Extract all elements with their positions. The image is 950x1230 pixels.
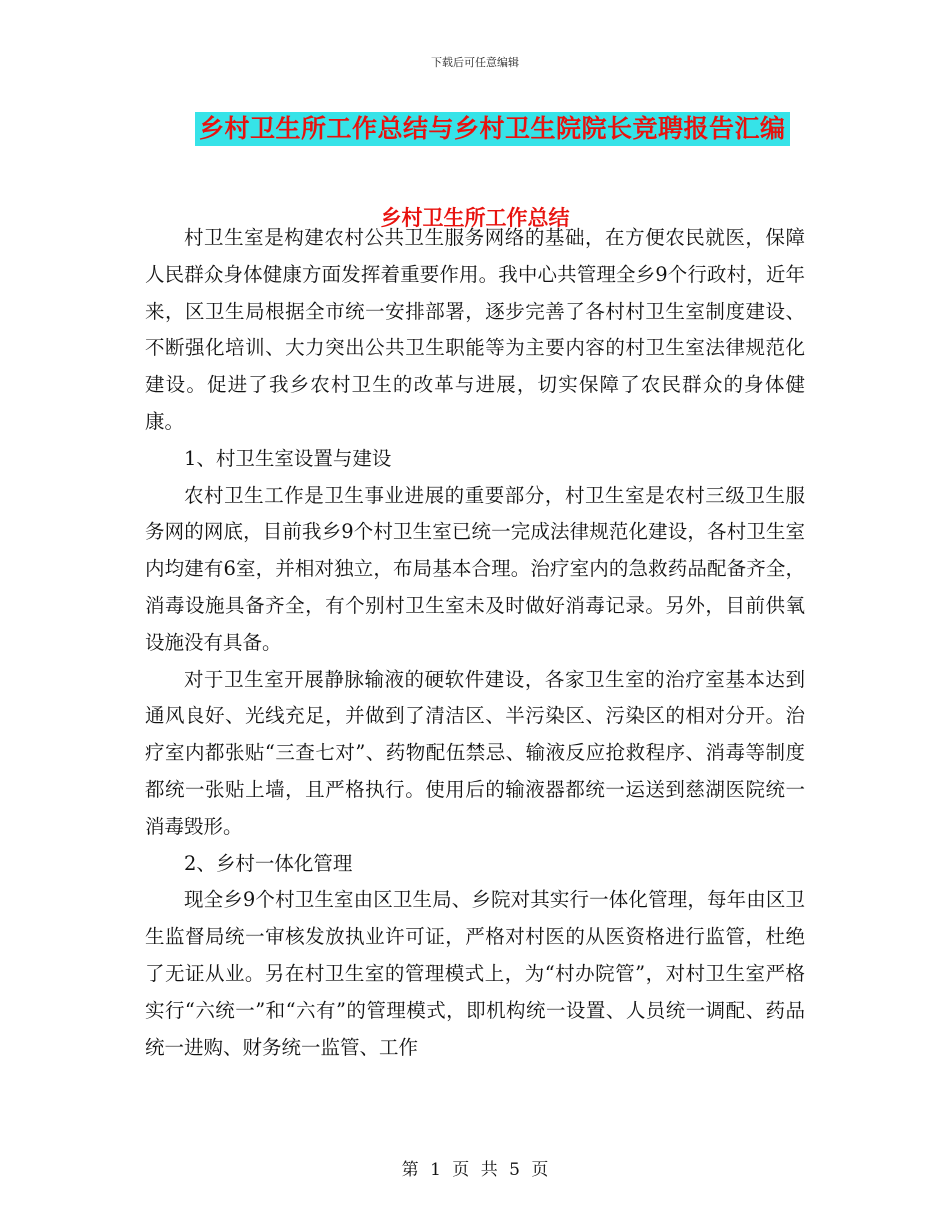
section-title: 乡村卫生所工作总结 xyxy=(380,206,570,230)
paragraph: 农村卫生工作是卫生事业进展的重要部分，村卫生室是农村三级卫生服务网的网底，目前我乡9个村卫生室已统一完成法律规范化建设，各村卫生室内均建有6室，并相对独立，布局基本合理。治疗室内的急救药品配备齐全，消毒设施具备齐全，有个别村卫生室未及时做好消毒记录。另外，目前供氧设施没有具备。 xyxy=(145,483,805,654)
paragraph: 对于卫生室开展静脉输液的硬软件建设，各家卫生室的治疗室基本达到通风良好、光线充足，并做到了清洁区、半污染区、污染区的相对分开。治疗室内都张贴“三查七对”、药物配伍禁忌、输液反应抢救程序、消毒等制度都统一张贴上墙，且严格执行。使用后的输液器都统一运送到慈湖医院统一消毒毁形。 xyxy=(145,667,805,838)
page-number: 第 1 页 共 5 页 xyxy=(401,1160,549,1180)
subheading: 2、乡村一体化管理 xyxy=(184,851,353,875)
paragraph: 现全乡9个村卫生室由区卫生局、乡院对其实行一体化管理，每年由区卫生监督局统一审核发放执业许可证，严格对村医的从医资格进行监管，杜绝了无证从业。另在村卫生室的管理模式上，为“村办院管”，对村卫生室严格实行“六统一”和“六有”的管理模式，即机构统一设置、人员统一调配、药品统一进购、财务统一监管、工作 xyxy=(145,888,805,1059)
subheading: 1、村卫生室设置与建设 xyxy=(184,446,392,470)
paragraph: 村卫生室是构建农村公共卫生服务网络的基础，在方便农民就医，保障人民群众身体健康方面发挥着重要作用。我中心共管理全乡9个行政村，近年来，区卫生局根据全市统一安排部署，逐步完善了各村村卫生室制度建设、不断强化培训、大力突出公共卫生职能等为主要内容的村卫生室法律规范化建设。促进了我乡农村卫生的改革与进展，切实保障了农民群众的身体健康。 xyxy=(145,226,805,433)
document-body xyxy=(145,220,805,1066)
header-note: 下载后可任意编辑 xyxy=(431,56,519,69)
document-title: 乡村卫生所工作总结与乡村卫生院院长竞聘报告汇编 xyxy=(195,112,790,146)
